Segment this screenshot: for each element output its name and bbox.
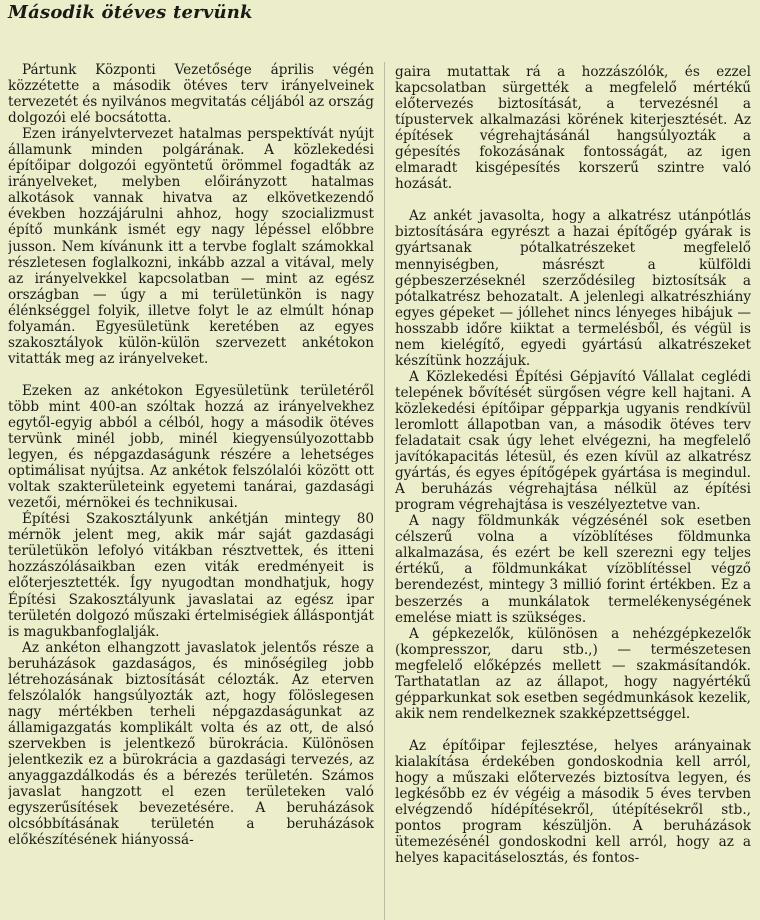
- article-column-left: [8, 62, 374, 920]
- article-paragraph: A gépkezelők, különösen a nehézgépkezelők (kompresszor, daru stb.,) — természetesen megfelelő előképzés mellett — szakmásítandók. Tarthatatlan az az állapot, hogy nagyértékű gépparkunkat sok esetben segédmunkások kezelik, akik nem rendelkeznek szakképzettséggel.: [395, 625, 751, 722]
- article-column-right: [395, 64, 751, 920]
- article-title: Második ötéves tervünk: [8, 2, 253, 23]
- article-paragraph: Ezeken az ankétokon Egyesületünk területéről több mint 400-an szóltak hozzá az irányelvekhez egytől-egyig abból a célból, hogy a második ötéves tervünk minél jobb, minél kiegyensúlyozottabb legyen, és népgazdaságunk részére a lehetséges optimálisat nyújtsa. Az ankétok felszólalói között ott voltak szakterületeink egyetemi tanárai, gazdasági vezetői, mérnökei és technikusai.: [8, 382, 374, 512]
- article-paragraph: gaira mutattak rá a hozzászólók, és ezzel kapcsolatban sürgették a megfelelő mértékű előtervezés biztosítását, a tervezésnél a típustervek alkalmazási körének kiterjesztését. Az építések végrehajtásánál hangsúlyozták a gépesítés fokozásának fontosságát, az igen elmaradt kisgépesítés korszerű szintre való hozását.: [395, 64, 751, 193]
- article-paragraph: Az ankéton elhangzott javaslatok jelentős része a beruházások gazdaságos, és minőségileg jobb létrehozásának biztosítását célozták. Az eterven felszólalók hangsúlyozták azt, hogy fölöslegesen nagy mértékben terheli népgazdaságunkat az államigazgatás komplikált volta és az ott, de alsó szervekben is jelentkező bürokrácia. Különösen jelentkezik ez a bürokrácia a gazdasági tervezés, az anyaggazdálkodás és a bérezés területén. Számos javaslat hangzott el ezen területeken való egyszerűsítések bevezetésére. A beruházások olcsóbbításának területén a beruházások előkészítésének hiányossá-: [8, 639, 374, 849]
- column-divider: [384, 62, 385, 920]
- article-paragraph: A Közlekedési Építési Gépjavító Vállalat ceglédi telepének bővítését sürgősen végre kell hajtani. A közlekedési építőipar gépparkja ugyanis rendkívül leromlott állapotban van, a második ötéves terv feladatait csak úgy lehet elvégezni, ha megfelelő javítókapacitás létesül, és ezen kívül az alkatrész gyártás, és egyes építőgépek gyártása is megindul. A beruházás végrehajtása nélkül az építési program végrehajtása is veszélyeztetve van.: [395, 368, 751, 514]
- article-paragraph: Az ankét javasolta, hogy a alkatrész utánpótlás biztosítására egyrészt a hazai építőgép gyárak is gyártsanak pótalkatrészeket megfelelő mennyiségben, másrészt a külföldi gépbeszerzéseknél szerződésileg biztosítsák a pótalkatrész behozatalt. A jelenlegi alkatrészhiány egyes gépeket — jóllehet nincs lényeges hibájuk — hosszabb időre kiiktat a termelésből, és végül is nem kielégítő, egyedi gyártású alkatrészeket készítünk hozzájuk.: [395, 208, 751, 369]
- article-paragraph: Az építőipar fejlesztése, helyes arányainak kialakítása érdekében gondoskodnia kell arról, hogy a műszaki előtervezés biztosítva legyen, és legkésőbb ez év végéig a második 5 éves tervben elvégzendő hídépítésekről, útépítésekről stb., pontos program készüljön. A beruházások ütemezésénél gondoskodni kell arról, hogy az a helyes kapacitáselosztás, és fontos-: [395, 737, 751, 867]
- article-paragraph: A nagy földmunkák végzésénél sok esetben célszerű volna a vízöblítéses földmunka alkalmazása, és ezért be kell szerezni egy teljes értékű, a földmunkákat vízöblítéssel végző berendezést, mintegy 3 millió forint értékben. Ez a beszerzés a munkálatok termelékenységének emelése miatt is szükséges.: [395, 513, 751, 626]
- article-paragraph: Ezen irányelvtervezet hatalmas perspektívát nyújt államunk minden polgárának. A közlekedési építőipar dolgozói egyöntetű örömmel fogadták az irányelveket, melyben előirányzott hatalmas alkotások vannak hivatva az elkövetkezendő években hozzájárulni ahhoz, hogy szocializmust építő munkánk ismét egy nagy lépéssel előbbre jusson. Nem kívánunk itt a tervbe foglalt számokkal részletesen foglalkozni, inkább azzal a vitával, mely az irányelvekkel kapcsolatban — mint az egész országban — úgy a mi területünkön is nagy élénkséggel folyik, illetve folyt le az elmúlt hónap folyamán. Egyesületünk keretében az egyes szakosztályok külön-külön szervezett ankétokon vitatták meg az irányelveket.: [8, 126, 374, 367]
- article-paragraph: Építési Szakosztályunk ankétján mintegy 80 mérnök jelent meg, akik már saját gazdasági területükön lefolyó vitákban résztvettek, és itteni hozzászólásaikban ezen viták eredményeit is előterjesztették. Így nyugodtan mondhatjuk, hogy Építési Szakosztályunk javaslatai az egész ipar területén dolgozó műszaki értelmiségiek álláspontját is magukbanfoglalják.: [8, 511, 374, 640]
- article-paragraph: Pártunk Központi Vezetősége április végén közzétette a második ötéves terv irányelveinek tervezetét és nyilvános megvitatás céljából az ország dolgozói elé bocsátotta.: [8, 62, 374, 127]
